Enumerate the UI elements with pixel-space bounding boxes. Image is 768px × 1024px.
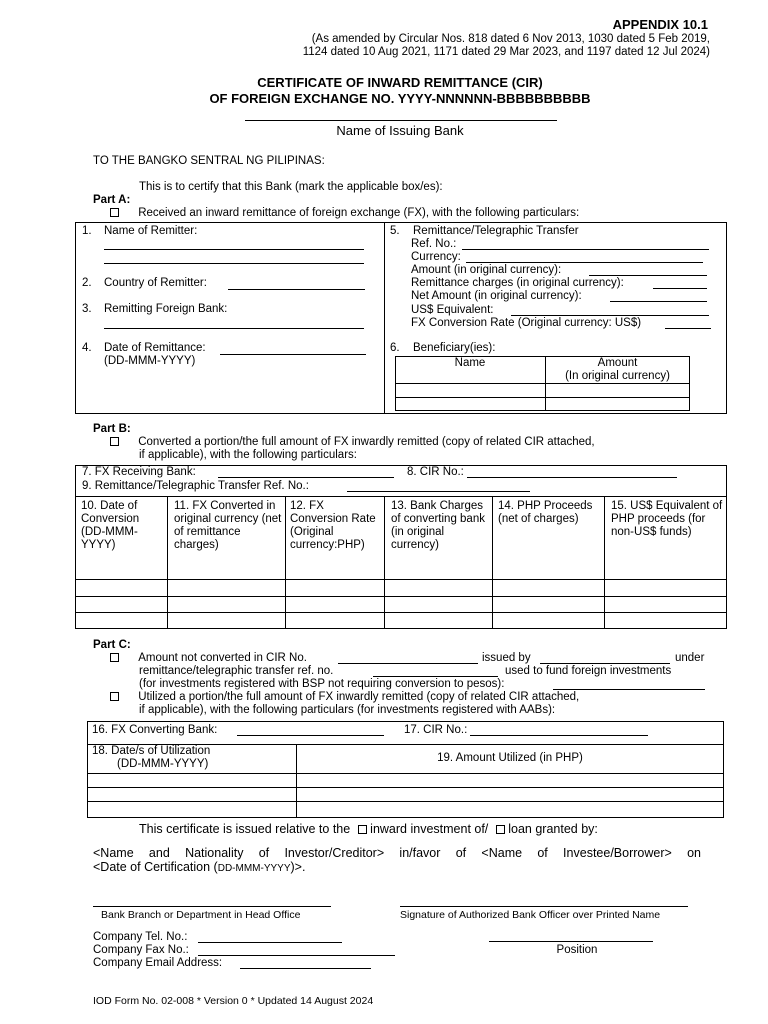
remitter-name-line-2[interactable] [104, 263, 364, 264]
part-b-col [604, 496, 605, 629]
part-b-row-1 [75, 579, 727, 580]
remittance-date-format: (DD-MMM-YYYY) [104, 355, 196, 367]
fax-field[interactable] [198, 955, 395, 956]
part-c-s1-text: Amount not converted in CIR No. [138, 652, 307, 664]
tt-ref-b-label: 9. Remittance/Telegraphic Transfer Ref. No.: [82, 480, 309, 492]
tel-label: Company Tel. No.: [93, 931, 188, 943]
part-b-row-3 [75, 612, 727, 613]
tt-ref-b-field[interactable] [347, 491, 530, 492]
col-fx-converted: 11. FX Converted in original currency (net of remittance charges) [174, 500, 282, 551]
item-number: 5. [390, 225, 400, 237]
part-a-divider [384, 222, 385, 414]
part-a-checkbox[interactable] [110, 208, 119, 217]
position-label: Position [556, 944, 598, 956]
closing-paragraph-1: <Name and Nationality of Investor/Creditor> in/favor of <Name of Investee/Borrower> on [93, 846, 701, 860]
beneficiary-amount-subheader: (In original currency) [565, 370, 670, 382]
closing-paragraph-2 [93, 860, 305, 874]
remitting-bank-field[interactable] [104, 328, 364, 329]
tt-ref-label: Ref. No.: [411, 238, 457, 250]
part-b-statement-1: Converted a portion/the full amount of FX inwardly remitted (copy of related CIR attached, [138, 436, 595, 448]
beneficiary-name-header: Name [454, 357, 486, 369]
tel-field[interactable] [198, 942, 342, 943]
title-line-1: CERTIFICATE OF INWARD REMITTANCE (CIR) [257, 75, 543, 90]
item-number: 6. [390, 342, 400, 354]
cir-no-c2-field[interactable] [470, 735, 648, 736]
part-c-row-3-rule [87, 801, 724, 802]
part-a-label: Part A: [93, 194, 131, 206]
col-bank-charges: 13. Bank Charges of converting bank (in original currency) [391, 500, 485, 551]
part-c-row-1 [110, 652, 307, 664]
tt-label: Remittance/Telegraphic Transfer [413, 225, 579, 237]
cir-no-field[interactable] [467, 477, 677, 478]
part-b-col [384, 496, 385, 629]
remittance-charges-label: Remittance charges (in original currency): [411, 277, 624, 289]
fund-investments-text: used to fund foreign investments [505, 665, 672, 677]
signature-line[interactable] [400, 906, 688, 907]
beneficiary-header-rule [395, 383, 690, 384]
bsp-amount-field[interactable] [553, 689, 705, 690]
remittance-date-field[interactable] [220, 354, 366, 355]
amendment-line-2: 1124 dated 10 Aug 2021, 1171 dated 29 Mar 2023, and 1197 dated 12 Jul 2024) [302, 46, 710, 58]
fx-receiving-bank-label: 7. FX Receiving Bank: [82, 466, 196, 478]
part-b-row-2 [75, 596, 727, 597]
part-b-checkbox[interactable] [110, 437, 119, 446]
beneficiary-amount-header: Amount [597, 357, 638, 369]
part-b-row [110, 436, 595, 448]
part-b-label: Part B: [93, 423, 131, 435]
amount-original-field[interactable] [589, 275, 707, 276]
part-c-label: Part C: [93, 639, 131, 651]
cir-no-c-field[interactable] [338, 663, 478, 664]
issued-by-field[interactable] [540, 663, 670, 664]
loan-granted-checkbox[interactable] [496, 825, 505, 834]
fx-rate-field[interactable] [665, 328, 711, 329]
remitter-name-line-1[interactable] [104, 249, 364, 250]
utilization-date-format: (DD-MMM-YYYY) [117, 758, 209, 770]
part-b-col [285, 496, 286, 629]
remitting-bank-label: Remitting Foreign Bank: [104, 303, 228, 315]
net-amount-field[interactable] [610, 301, 707, 302]
utilization-date-header: 18. Date/s of Utilization [92, 745, 211, 757]
inward-investment-checkbox[interactable] [358, 825, 367, 834]
beneficiary-row-rule [395, 397, 690, 398]
remitter-country-field[interactable] [228, 289, 365, 290]
part-c-checkbox-1[interactable] [110, 653, 119, 662]
issued-by-label: issued by [482, 652, 531, 664]
col-date-of-conversion: 10. Date of Conversion (DD-MMM-YYYY) [81, 500, 140, 551]
remitter-country-label: Country of Remitter: [104, 277, 207, 289]
certify-statement: This is to certify that this Bank (mark the applicable box/es): [139, 181, 443, 193]
part-b-header-top [75, 496, 727, 497]
part-b-col [167, 496, 168, 629]
under-label: under [675, 652, 705, 664]
col-fx-rate: 12. FX Conversion Rate (Original currency:PHP) [290, 500, 376, 551]
col-php-proceeds: 14. PHP Proceeds (net of charges) [498, 500, 593, 525]
closing-p2-a: <Date of Certification ( [93, 860, 218, 874]
closing-text-3: loan granted by: [508, 822, 598, 836]
tt-ref-c-label: remittance/telegraphic transfer ref. no. [139, 665, 334, 677]
branch-line[interactable] [93, 906, 331, 907]
position-line[interactable] [489, 941, 653, 942]
col-usd-equivalent: 15. US$ Equivalent of PHP proceeds (for non-US$ funds) [611, 500, 723, 538]
currency-label: Currency: [411, 251, 461, 263]
fx-receiving-bank-field[interactable] [218, 477, 394, 478]
part-a-statement: Received an inward remittance of foreign exchange (FX), with the following particulars: [138, 207, 580, 219]
item-number: 1. [82, 225, 92, 237]
closing-p2-c: )>. [290, 860, 306, 874]
part-c-s2-text: Utilized a portion/the full amount of FX inwardly remitted (copy of related CIR attached, [138, 691, 580, 703]
remitter-name-label: Name of Remitter: [104, 225, 198, 237]
fx-rate-label: FX Conversion Rate (Original currency: US$) [411, 317, 642, 329]
fax-label: Company Fax No.: [93, 944, 189, 956]
part-c-row-2-rule [87, 787, 724, 788]
issuing-bank-label: Name of Issuing Bank [336, 123, 464, 138]
cir-no-c2-label: 17. CIR No.: [404, 724, 468, 736]
cir-no-label: 8. CIR No.: [407, 466, 464, 478]
remittance-charges-field[interactable] [653, 288, 707, 289]
item-number: 2. [82, 277, 92, 289]
part-b-col [492, 496, 493, 629]
form-footer: IOD Form No. 02-008 * Version 0 * Updated 14 August 2024 [93, 995, 374, 1007]
branch-label: Bank Branch or Department in Head Office [101, 909, 301, 921]
email-field[interactable] [240, 968, 371, 969]
title-line-2: OF FOREIGN EXCHANGE NO. YYYY-NNNNNN-BBBBBBBBBB [209, 91, 591, 106]
addressee: TO THE BANGKO SENTRAL NG PILIPINAS: [93, 155, 325, 167]
bsp-registered-text: (for investments registered with BSP not requiring conversion to pesos): [139, 678, 505, 690]
appendix-label: APPENDIX 10.1 [612, 17, 708, 32]
amendment-line-1: (As amended by Circular Nos. 818 dated 6 Nov 2013, 1030 dated 5 Feb 2019, [311, 33, 710, 45]
net-amount-label: Net Amount (in original currency): [411, 290, 582, 302]
tt-ref-field[interactable] [462, 249, 709, 250]
part-a-row [110, 207, 579, 219]
fx-converting-bank-field[interactable] [237, 735, 384, 736]
tt-ref-c-field[interactable] [373, 676, 498, 677]
currency-field[interactable] [466, 262, 703, 263]
amount-utilized-header: 19. Amount Utilized (in PHP) [437, 752, 583, 764]
item-number: 3. [82, 303, 92, 315]
usd-equivalent-label: US$ Equivalent: [411, 304, 494, 316]
issuing-bank-line[interactable] [245, 120, 557, 121]
amount-original-label: Amount (in original currency): [411, 264, 562, 276]
closing-text-1: This certificate is issued relative to the [139, 822, 351, 836]
item-number: 4. [82, 342, 92, 354]
part-b-statement-2: if applicable), with the following particulars: [139, 449, 357, 461]
beneficiary-label: Beneficiary(ies): [413, 342, 496, 354]
email-label: Company Email Address: [93, 957, 223, 969]
part-c-row-1-rule [87, 773, 724, 774]
part-c-row-2 [110, 691, 579, 703]
fx-converting-bank-label: 16. FX Converting Bank: [92, 724, 218, 736]
closing-text-2: inward investment of/ [370, 822, 489, 836]
closing-line [139, 822, 598, 836]
closing-p2-format: DD-MMM-YYYY [217, 863, 291, 874]
part-c-s2-text-2: if applicable), with the following particulars (for investments registered with AABs): [139, 704, 556, 716]
signature-label: Signature of Authorized Bank Officer over Printed Name [400, 909, 661, 921]
usd-equivalent-field[interactable] [511, 315, 709, 316]
part-c-checkbox-2[interactable] [110, 692, 119, 701]
remittance-date-label: Date of Remittance: [104, 342, 206, 354]
